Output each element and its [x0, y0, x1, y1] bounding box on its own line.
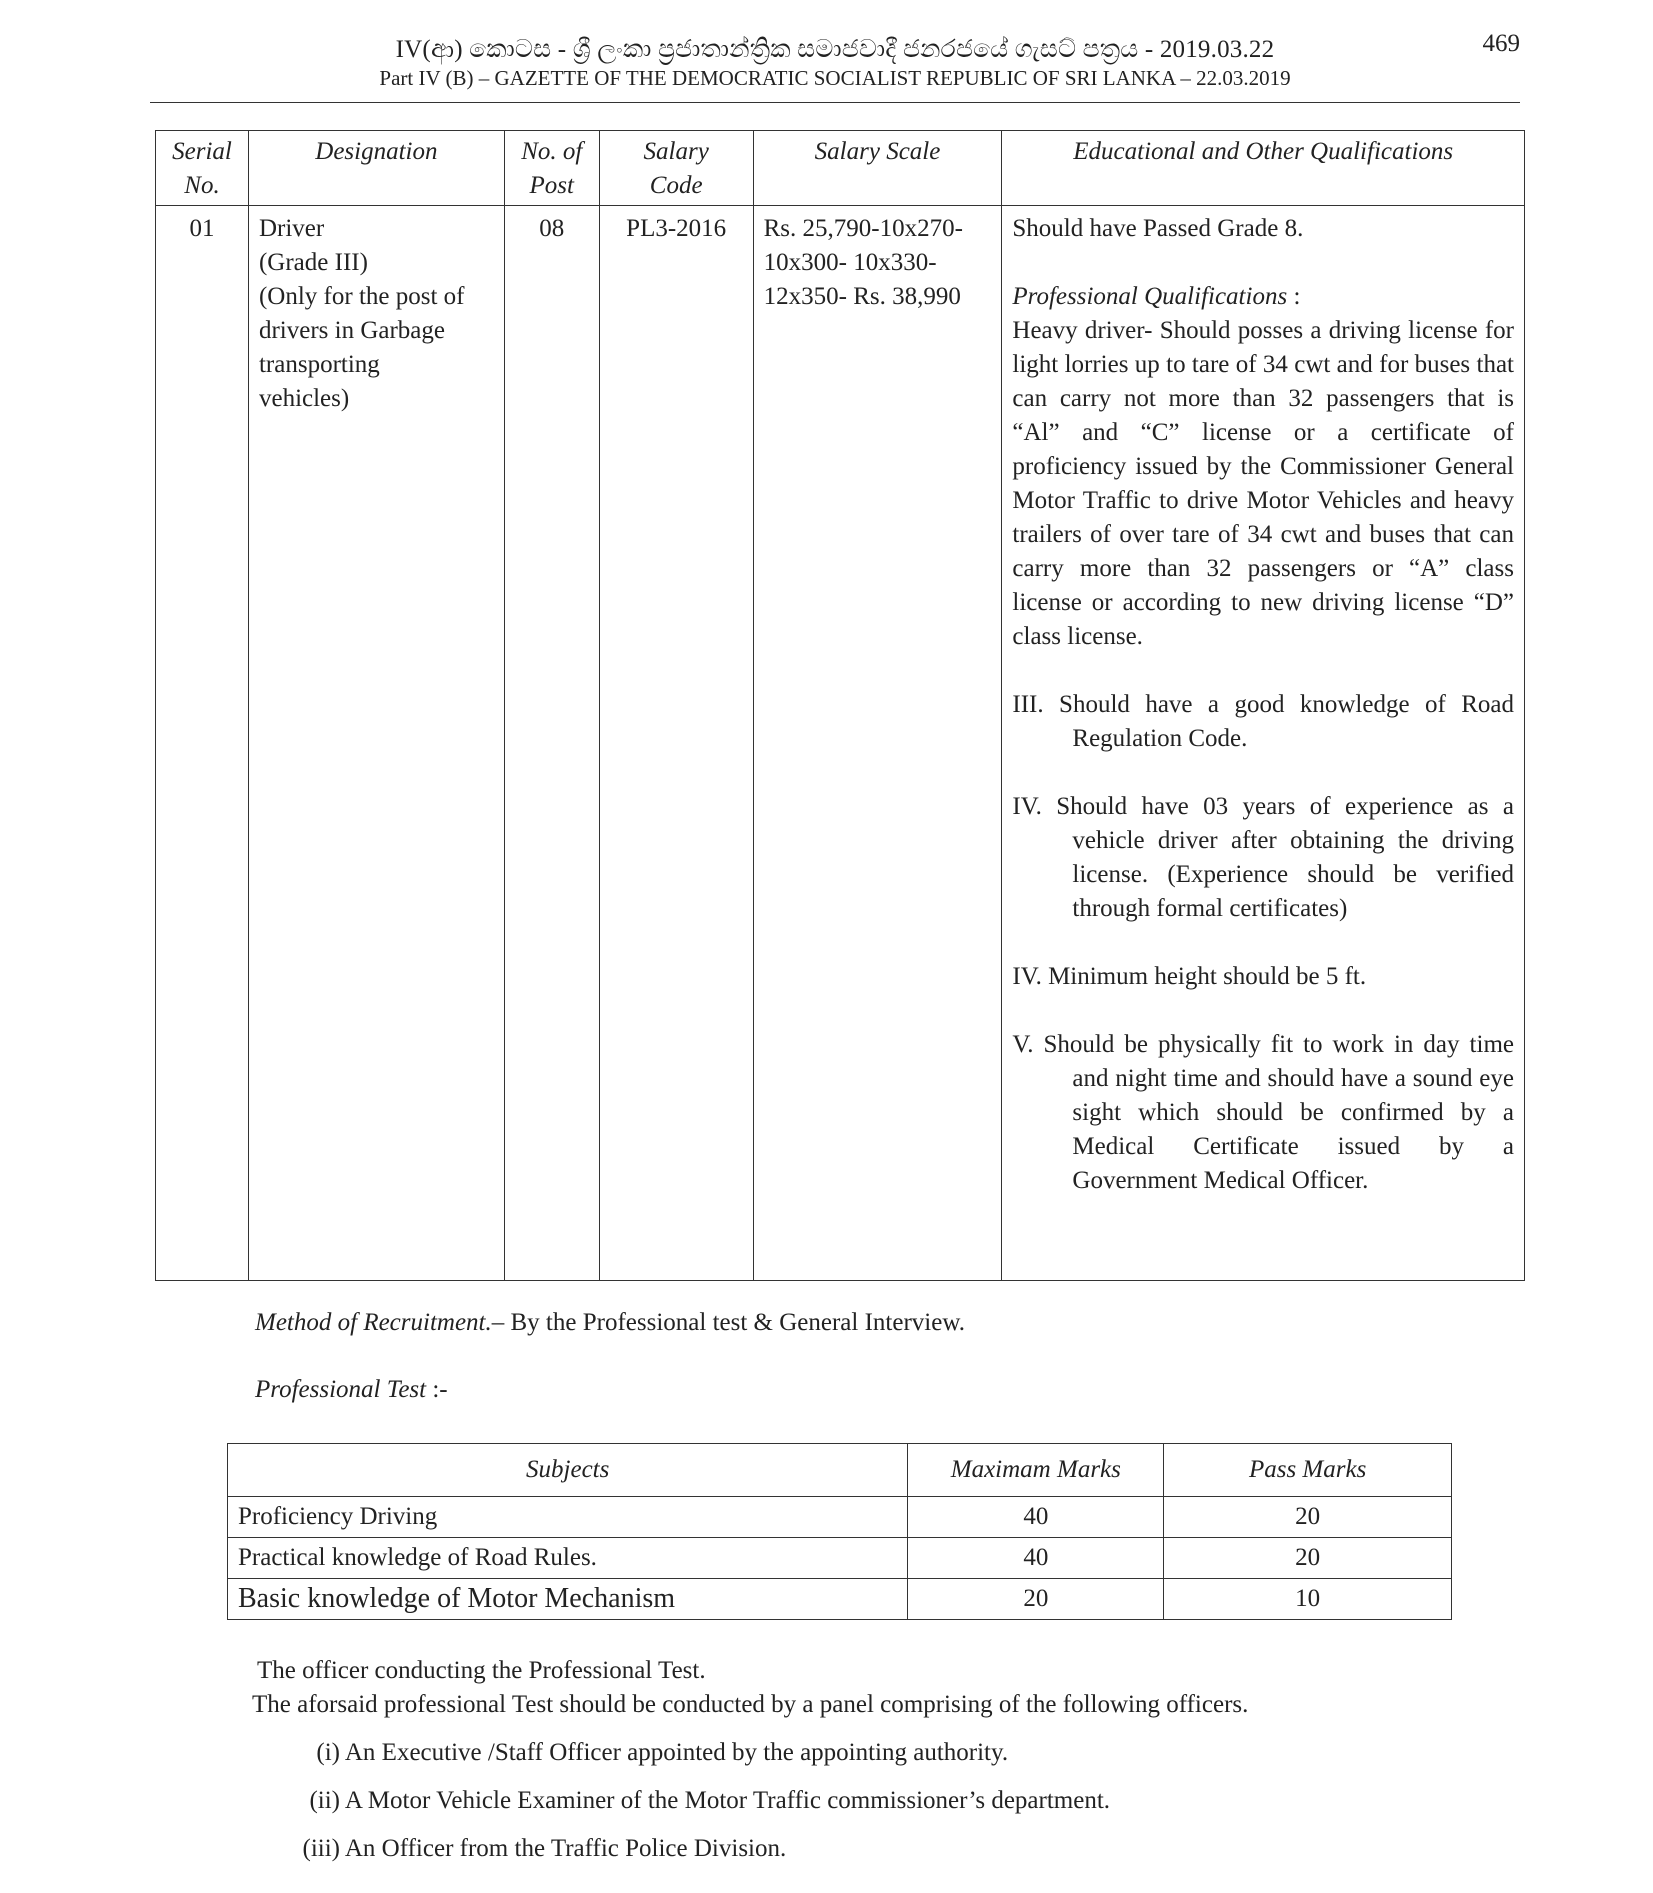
header-sinhala-title: IV(ආ) කොටස - ශ්‍රී ලංකා ප්‍රජාතාන්ත්‍රික සමාජවාදී ජනරජයේ ගැසට් පත්‍රය - 2019.03.22 — [395, 36, 1275, 63]
pass-marks-cell: 10 — [1164, 1579, 1452, 1620]
subject-cell: Practical knowledge of Road Rules. — [228, 1538, 908, 1579]
list-item: (iii) An Officer from the Traffic Police Division. — [302, 1835, 787, 1862]
table-row — [228, 1497, 1452, 1538]
header-designation: Designation — [248, 131, 504, 206]
pass-marks-cell: 20 — [1164, 1497, 1452, 1538]
qualification-item: IV. Minimum height should be 5 ft. — [1012, 963, 1367, 990]
header-english-title: Part IV (B) – GAZETTE OF THE DEMOCRATIC SOCIALIST REPUBLIC OF SRI LANKA – 22.03.2019 — [379, 66, 1291, 90]
cell-salary-scale: Rs. 25,790-10x270- 10x300- 10x330- 12x350- Rs. 38,990 — [753, 206, 1002, 1281]
qualification-item: III. Should have a good knowledge of Road Regulation Code. — [1012, 691, 1514, 752]
page-number: 469 — [1482, 30, 1520, 57]
cell-serial: 01 — [156, 206, 249, 1281]
subject-cell: Basic knowledge of Motor Mechanism — [228, 1579, 908, 1620]
officer-intro: The aforsaid professional Test should be conducted by a panel comprising of the following officers. — [252, 1691, 1249, 1718]
table-row — [156, 206, 1525, 1281]
pass-marks-cell: 20 — [1164, 1538, 1452, 1579]
table-row — [228, 1538, 1452, 1579]
posts-table — [155, 130, 1525, 1281]
header-salary-scale: Salary Scale — [753, 131, 1002, 206]
header-serial: Serial No. — [156, 131, 249, 206]
subject-cell: Proficiency Driving — [228, 1497, 908, 1538]
professional-qualifications-text: Heavy driver- Should posses a driving license for light lorries up to tare of 34 cwt and for buses that can carry not more than 32 passengers that is “Al” and “C” license or a certificate of proficiency issued by the Commissioner General Motor Traffic to drive Motor Vehicles and heavy trailers of over tare of 34 cwt and buses that can carry more than 32 passengers or “A” class license or according to new driving license “D” class license. — [1012, 317, 1514, 650]
professional-qualifications-heading: Professional Qualifications : — [1012, 283, 1301, 310]
cell-no-of-post: 08 — [504, 206, 599, 1281]
qualification-item: IV. Should have 03 years of experience as a vehicle driver after obtaining the driving license. (Experience should be verified through formal certificates) — [1012, 793, 1514, 922]
header-subjects: Subjects — [228, 1444, 908, 1497]
qualification-item: V. Should be physically fit to work in day time and night time and should have a sound eye sight which should be confirmed by a Medical Certificate issued by a Government Medical Officer. — [1012, 1031, 1514, 1194]
officer-heading: The officer conducting the Professional Test. — [257, 1657, 706, 1684]
max-marks-cell: 20 — [908, 1579, 1164, 1620]
method-of-recruitment: Method of Recruitment.– By the Professional test & General Interview. — [255, 1309, 966, 1336]
header-no-of-post: No. of Post — [504, 131, 599, 206]
max-marks-cell: 40 — [908, 1497, 1164, 1538]
cell-salary-code: PL3-2016 — [599, 206, 753, 1281]
cell-qualifications — [1002, 206, 1525, 1281]
header-rule — [150, 102, 1520, 103]
professional-test-label: Professional Test :- — [255, 1376, 448, 1403]
cell-designation: Driver (Grade III) (Only for the post of drivers in Garbage transporting vehicles) — [248, 206, 504, 1281]
professional-test-table — [227, 1443, 1452, 1620]
education-qualification: Should have Passed Grade 8. — [1012, 215, 1304, 242]
test-table-header — [228, 1444, 1452, 1497]
list-item: (ii) A Motor Vehicle Examiner of the Motor Traffic commissioner’s department. — [309, 1787, 1111, 1814]
header-salary-code: Salary Code — [599, 131, 753, 206]
header-qualifications: Educational and Other Qualifications — [1002, 131, 1525, 206]
table-row — [228, 1579, 1452, 1620]
header-pass-marks: Pass Marks — [1164, 1444, 1452, 1497]
posts-table-header — [156, 131, 1525, 206]
list-item: (i) An Executive /Staff Officer appointed by the appointing authority. — [316, 1739, 1009, 1766]
header-max-marks: Maximam Marks — [908, 1444, 1164, 1497]
max-marks-cell: 40 — [908, 1538, 1164, 1579]
